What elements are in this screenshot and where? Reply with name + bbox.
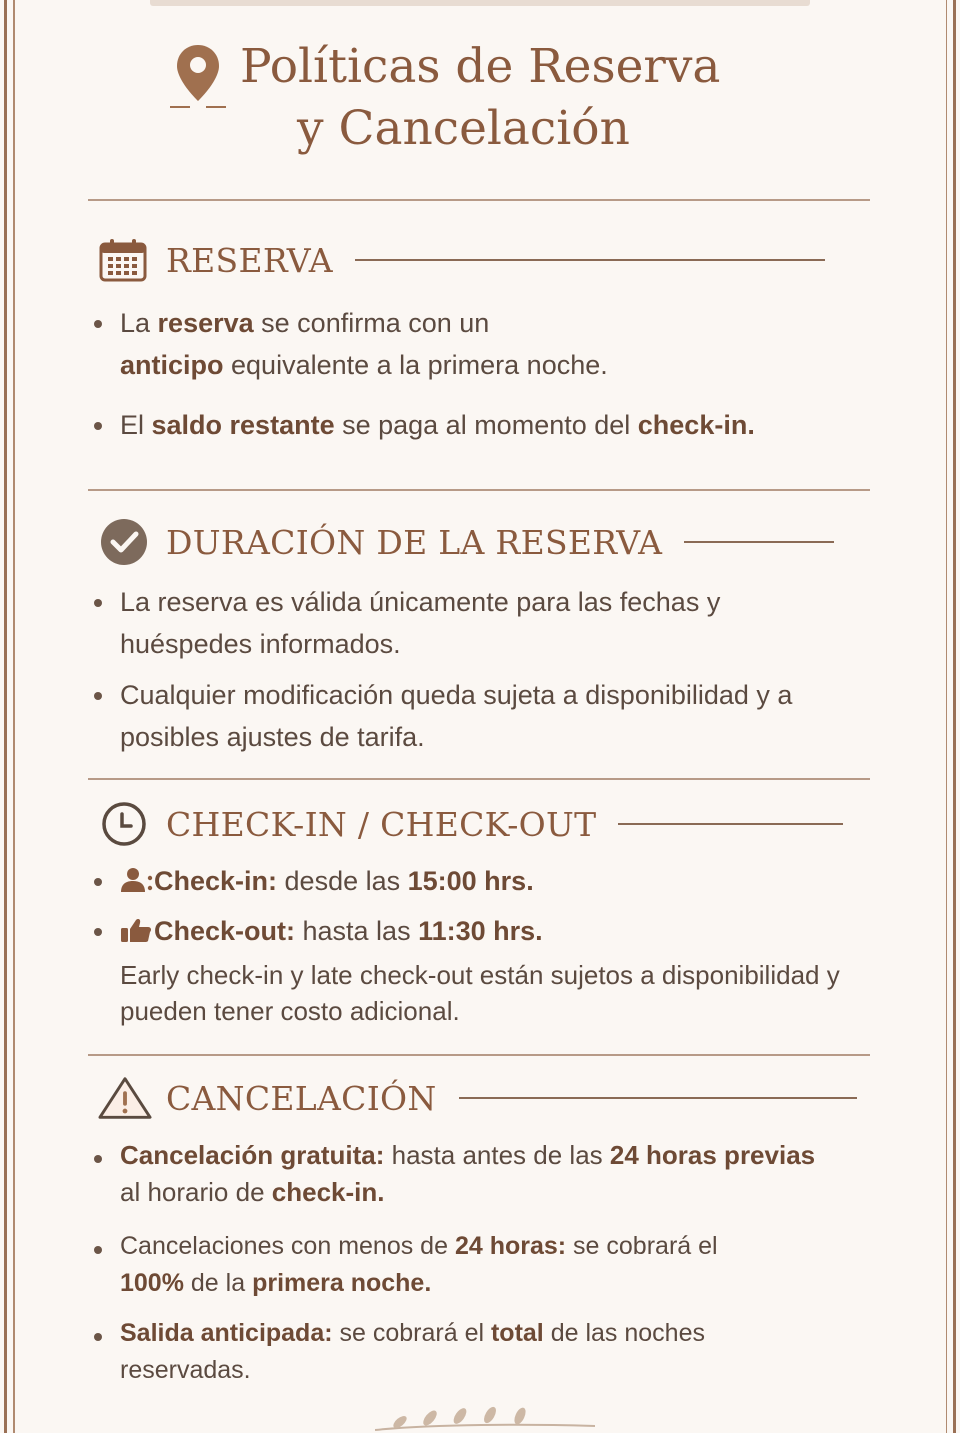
text: hasta antes de las [384, 1140, 610, 1170]
frame-right-outer [953, 0, 956, 1433]
section-header-reserva [98, 238, 825, 282]
top-decoration [150, 0, 810, 6]
text-strong: check-in. [271, 1177, 385, 1207]
section-header-cancelacion [98, 1076, 857, 1120]
list-item [92, 302, 892, 386]
section-title: CANCELACIÓN [166, 1078, 437, 1118]
list-item [92, 581, 892, 665]
text: de las noches reservadas. [120, 1319, 705, 1384]
list-item [92, 1228, 892, 1302]
text-strong: Salida anticipada: [120, 1319, 333, 1347]
text: Cancelaciones con menos de [120, 1232, 455, 1260]
leaf-branch-icon [375, 1400, 595, 1433]
frame-left-outer [4, 0, 7, 1433]
person-icon [120, 867, 154, 893]
title-line-1: Políticas de Reserva [240, 39, 721, 94]
section-divider [88, 489, 870, 491]
text: se cobrará el [332, 1319, 491, 1347]
text: hasta las [295, 916, 419, 946]
text: La reserva es válida únicamente para las fechas y huéspedes informados. [120, 587, 721, 659]
section-divider [88, 199, 870, 201]
text-strong: 24 horas previas [609, 1140, 816, 1170]
list-item [92, 404, 892, 446]
section-rule [684, 541, 834, 543]
text-strong: Check-in: [154, 866, 278, 896]
checkin-note: Early check-in y late check-out están sujetos a disponibilidad y pueden tener costo adicional. [120, 960, 840, 1026]
text: La [120, 308, 158, 338]
section-title: DURACIÓN DE LA RESERVA [166, 522, 663, 562]
text: se cobrará el [566, 1232, 718, 1260]
text: El [120, 410, 152, 440]
section-title: RESERVA [166, 240, 333, 280]
section-divider [88, 1054, 870, 1056]
text: se paga al momento del [334, 410, 638, 440]
text-strong: reserva [157, 308, 254, 338]
frame-right-inner [946, 0, 948, 1433]
text: al horario de [120, 1177, 272, 1207]
text-strong: Check-out: [154, 916, 295, 946]
calendar-icon [98, 238, 148, 282]
list-item [92, 1137, 892, 1211]
text: Cualquier modificación queda sujeta a disponibilidad y a posibles ajustes de tarifa. [120, 680, 793, 752]
list-item [92, 860, 892, 902]
section-header-duracion [98, 520, 834, 564]
text: desde las [277, 866, 408, 896]
map-pin-icon [168, 41, 228, 113]
clock-icon [98, 800, 150, 848]
text-strong: saldo restante [151, 410, 335, 440]
text-strong: 11:30 hrs. [418, 916, 543, 946]
warning-icon [98, 1075, 152, 1121]
text-strong: 100% [120, 1269, 184, 1297]
text: se confirma con un [253, 308, 490, 338]
list-item [92, 910, 892, 952]
thumbs-up-icon [120, 917, 154, 943]
text-strong: Cancelación gratuita: [120, 1140, 385, 1170]
list-item [92, 1315, 892, 1389]
section-divider [88, 778, 870, 780]
check-circle-icon [98, 518, 150, 566]
text-strong: check-in. [637, 410, 755, 440]
text: equivalente a la primera noche. [223, 350, 608, 380]
section-header-checkin [98, 802, 843, 846]
text-strong: total [490, 1319, 544, 1347]
text-strong: primera noche. [252, 1269, 432, 1297]
title-line-2: y Cancelación [297, 101, 630, 156]
frame-left-inner [13, 0, 15, 1433]
text-strong: anticipo [120, 350, 224, 380]
text: de la [183, 1269, 253, 1297]
text-strong: 15:00 hrs. [407, 866, 534, 896]
section-rule [459, 1097, 857, 1099]
section-rule [355, 259, 825, 261]
section-rule [618, 823, 843, 825]
list-item [92, 674, 892, 758]
section-title: CHECK-IN / CHECK-OUT [166, 804, 597, 844]
text-strong: 24 horas: [454, 1232, 567, 1260]
